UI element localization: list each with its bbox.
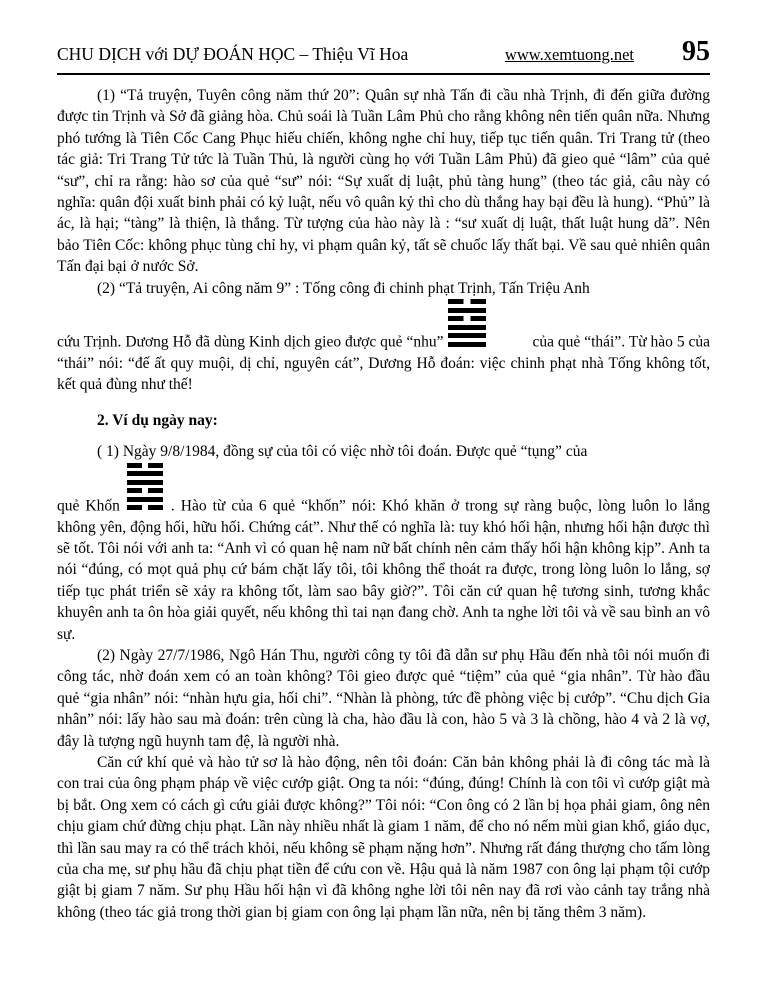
paragraph-duong-ho-text-before: cứu Trịnh. Dương Hỗ đã dùng Kinh dịch gieo được quẻ “nhu” [57, 333, 444, 351]
paragraph-example-2-analysis: Căn cứ khí quẻ và hào tử sơ là hào động, nên tôi đoán: Căn bản không phải là đi công tác mà là con trai của ông phạm pháp về việc cướp giật. Ong ta nói: “đúng, đúng! Chính là con tôi vì cướp giật mà bị bắt. Ong xem có cách gì cứu giải được không?” Tôi nói: “Con ông có 2 lần bị họa phải giam, ông nên chịu giam chứ đừng chịu phạt. Lần này nhiều nhất là giam 1 năm, để cho nó nếm mùi gian khổ, giáo dục, thì lần sau may ra có thể trách khỏi, nếu không sẽ phạm nặng hơn”. Nhưng rất đáng thượng cho tấm lòng của cha mẹ, sư phụ hầu đã chịu phạt tiền để cứu con về. Hậu quả là năm 1987 con ông lại phạm tội cướp giật bị giam 7 năm. Sư phụ Hầu hối hận vì đã không nghe lời tôi nên nay đã rơi vào cảnh tay trắng nhà không (theo tác giả trong thời gian bị giam con ông lại phạm lần nữa, nên bị tăng thêm 3 năm). [57, 753, 711, 921]
page-body [57, 85, 710, 923]
paragraph-example-2-intro: (2) Ngày 27/7/1986, Ngô Hán Thu, người công ty tôi đã dẫn sư phụ Hầu đến nhà tôi nói muốn đi công tác, nhờ đoán xem có an toàn không? Tôi gieo được quẻ “tiệm” của quẻ “gia nhân”. Từ hào đầu quẻ “gia nhân” nói: “nhàn hựu gia, hối chi”. “Nhàn là phòng, tức đề phòng việc bị cướp”. “Chu dịch Gia nhân” nói: lấy hào sau mà đoán: trên cùng là cha, hào đầu là con, hào 5 và 3 là chồng, hào 4 và 2 là vợ, đây là tượng ngũ huynh tam đệ, là người nhà. [57, 646, 710, 750]
header-divider [57, 73, 710, 75]
paragraph-duong-ho-text-after: của quẻ “thái”. Từ hào 5 của “thái” nói: “đế ất quy muội, dị chỉ, nguyên cát”, Dương Hỗ đoán: việc chinh phạt nhà Tống không tốt, kết quả đùng như thế! [57, 333, 710, 394]
book-title: CHU DỊCH với DỰ ĐOÁN HỌC – Thiệu Vĩ Hoa [57, 44, 409, 64]
page-number: 95 [682, 36, 710, 67]
paragraph-duong-ho [57, 299, 710, 396]
paragraph-que-khon [57, 463, 710, 645]
hexagram-nhu-icon [448, 299, 486, 347]
website-link[interactable]: www.xemtuong.net [504, 45, 634, 64]
paragraph-ta-truyen-20: (1) “Tả truyện, Tuyên công năm thứ 20”: Quân sự nhà Tấn đi cầu nhà Trịnh, đi đến giữa đường được tin Trịnh và Sở đã giảng hòa. Chủ soái là Tuần Lâm Phủ cho rằng không nên tiến quân nữa. Nhưng phó tướng là Tiên Cốc Cang Phục hiếu chiến, không nghe chỉ huy, tiếp tục tiến quân. Tri Trang tử (theo tác giả: Tri Trang Tử tức là Tuần Thủ, là người cùng họ với Tuần Lâm Phủ) đã gieo quẻ “lâm” của quẻ “sư”, chỉ ra rằng: hào sơ của quẻ “sư” nói: “Sự xuất dị luật, phủ tàng hung” (theo tác giả, câu này có nghĩa: quân đội xuất binh phải có kỷ luật, nếu vô quân kỷ thì cho dù thắng hay bại đều là hung). “Phủ” là ác, là hại; “tàng” là thiện, là thắng. Từ tượng của hào này là : “sư xuất dị luật, thất luật hung dã”. Nên bảo Tiên Cốc: không phục tùng chỉ hy, vi phạm quân kỷ, tất sẽ chuốc lấy thất bại. Về sau quẻ nhiên quân Tấn đại bại ở nước Sở. [57, 87, 710, 276]
paragraph-que-khon-text-after: . Hào từ của 6 quẻ “khốn” nói: Khó khăn ở trong sự ràng buộc, lòng luôn lo lắng không yên, động hối, hữu hối. Chứng cát”. Như thế có nghĩa là: tuy khó hối hận, nhưng hối hận được thì sẽ tốt. Tôi nói với anh ta: “Anh vì có quan hệ nam nữ bất chính nên cảm thấy hối hận không kịp”. Anh ta nói “đúng, có mọt quả phụ cứ bám chặt lấy tôi, tôi không thể thoát ra được, trong lòng luôn lo lắng, sợ tiếp tục phát triển sẽ xảy ra không tốt, làm sao bây giờ?”. Tôi căn cứ quan hệ tương sinh, tương khắc khuyên anh ta ôn hòa giải quyết, nếu không thì tai nạn đang chờ. Anh ta nghe lời tôi và về sau bình an vô sự. [57, 497, 710, 643]
hexagram-khon-icon [127, 463, 163, 511]
paragraph-que-khon-text-before: quẻ Khốn [57, 497, 120, 515]
section-heading-vi-du-ngay-nay: 2. Ví dụ ngày nay: [97, 411, 218, 429]
paragraph-ta-truyen-9: (2) “Tả truyện, Ai công năm 9” : Tống công đi chinh phạt Trịnh, Tấn Triệu Anh [97, 279, 590, 297]
page-header [57, 38, 710, 66]
paragraph-example-1-intro: ( 1) Ngày 9/8/1984, đồng sự của tôi có việc nhờ tôi đoán. Được quẻ “tụng” của [97, 443, 588, 461]
